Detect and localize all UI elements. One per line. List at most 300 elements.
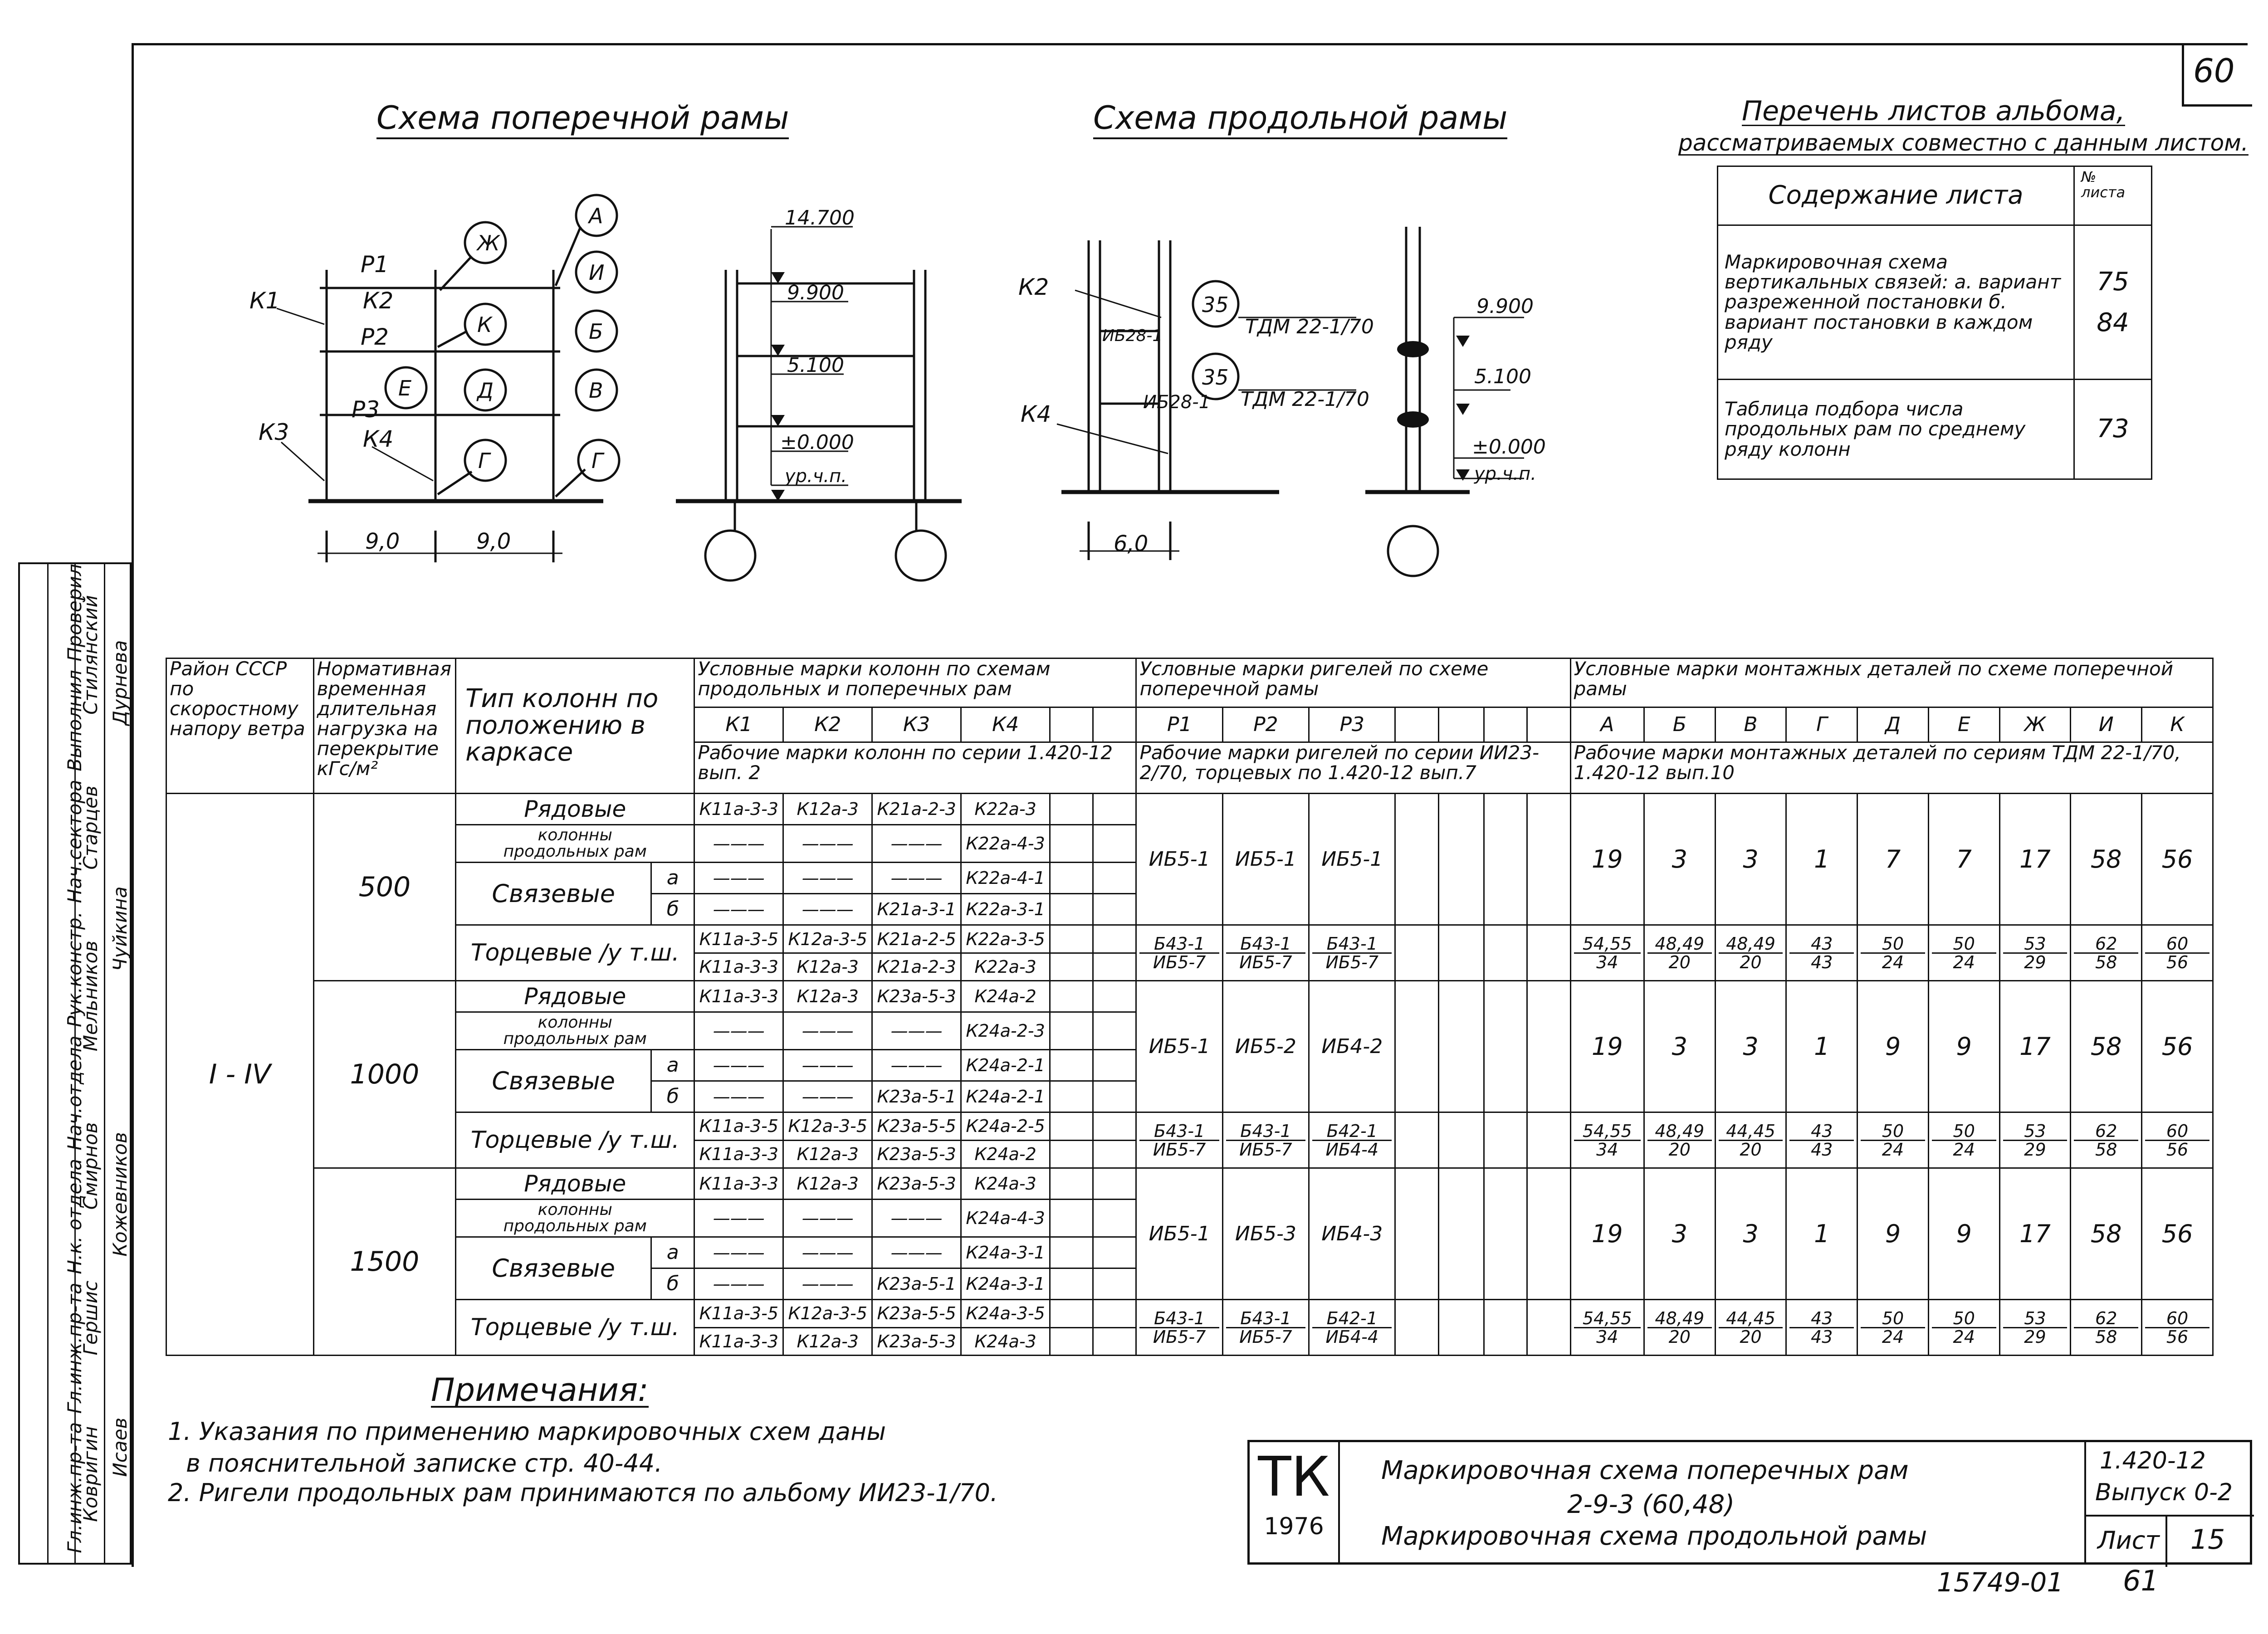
long-k2: К2: [1018, 274, 1049, 300]
table-row: [166, 793, 2213, 824]
table-cell: [1527, 793, 1570, 925]
region-cell: I - IV: [166, 793, 314, 1355]
column-mark: К23а-5-3: [872, 1327, 961, 1355]
detail-mark-header: Г: [1786, 707, 1857, 742]
column-mark: ———: [694, 863, 783, 894]
detail-fraction: [1932, 935, 1996, 971]
detail-mark-header: Е: [1928, 707, 1999, 742]
fraction-top: 48,49: [1719, 935, 1783, 954]
type-link: Связевые: [456, 1050, 651, 1112]
table-cell: [1527, 1168, 1570, 1300]
table-cell: [1527, 925, 1570, 980]
detail-mark: 56: [2142, 793, 2213, 925]
long-level-5100: 5.100: [1474, 365, 1531, 388]
fraction-top: 44,45: [1719, 1310, 1783, 1328]
detail-fraction: [1647, 1122, 1712, 1158]
detail-mark: 58: [2071, 793, 2142, 925]
detail-mark-header: И: [2071, 707, 2142, 742]
column-mark: К22а-3: [961, 793, 1050, 824]
table-row: [166, 1112, 2213, 1140]
table-cell: [1438, 1112, 1484, 1168]
fraction-top: 54,55: [1574, 1122, 1641, 1141]
fraction-bottom: 24: [1882, 1139, 1904, 1160]
type-b: б: [651, 1081, 694, 1112]
table-cell: [1050, 1268, 1093, 1300]
label-k2: К2: [363, 288, 394, 314]
table-cell: [1395, 707, 1438, 742]
column-mark-header: К2: [783, 707, 872, 742]
fraction-top: 48,49: [1647, 1310, 1712, 1328]
detail-fraction: [1861, 1122, 1925, 1158]
girder-mark: ИБ5-3: [1222, 1168, 1309, 1300]
girder-fraction: [1312, 1310, 1392, 1346]
detail-end: [2142, 1112, 2213, 1168]
table-cell: [1484, 925, 1527, 980]
table-cell: [1050, 980, 1093, 1012]
column-mark: К24а-3-1: [961, 1237, 1050, 1268]
detail-fraction: [1719, 1310, 1783, 1346]
detail-mark-header: Ж: [1999, 707, 2071, 742]
detail-mark: 56: [2142, 1168, 2213, 1300]
long-level-9900: 9.900: [1476, 295, 1534, 318]
fraction-bottom: 43: [1811, 952, 1833, 972]
type-row: Рядовые: [456, 793, 694, 824]
side-stamp: [18, 562, 132, 1565]
side-name: Исаев: [108, 1417, 131, 1477]
notes-title: Примечания:: [431, 1371, 649, 1409]
detail-mark: 3: [1644, 793, 1715, 925]
table-cell: [1395, 925, 1438, 980]
detail-fraction: [1932, 1310, 1996, 1346]
girder-mark-header: Р3: [1309, 707, 1395, 742]
side-stamp-names-2: [106, 560, 133, 1557]
detail-fraction: [2074, 1310, 2138, 1346]
column-mark-header: К3: [872, 707, 961, 742]
detail-fraction: [2145, 1122, 2209, 1158]
table-cell: [1093, 1199, 1136, 1237]
fraction-bottom: 34: [1596, 952, 1618, 972]
table-row: [166, 925, 2213, 953]
column-mark: К21а-2-5: [872, 925, 961, 953]
detail-end: [1715, 925, 1786, 980]
fraction-bottom: 29: [2024, 952, 2046, 972]
header-girders-work: Рабочие марки ригелей по серии ИИ23-2/70, торцевых по 1.420-12 вып.7: [1136, 742, 1570, 794]
detail-mark-header: В: [1715, 707, 1786, 742]
column-mark: К12а-3: [783, 1168, 872, 1199]
long-level-0000: ±0.000: [1472, 435, 1546, 458]
header-type: Тип колонн по положению в каркасе: [456, 658, 694, 794]
table-cell: [1484, 793, 1527, 925]
detail-mark: 17: [1999, 980, 2071, 1112]
type-col-1: колонны: [538, 1200, 612, 1219]
column-mark: К22а-3-1: [961, 894, 1050, 925]
column-mark: К23а-5-5: [872, 1300, 961, 1327]
table-cell: [1438, 980, 1484, 1112]
fraction-bottom: 24: [1882, 952, 1904, 972]
detail-fraction: [1789, 1122, 1854, 1158]
side-role: Н.к. отдела: [63, 1159, 86, 1274]
album-list-row-2-num: 73: [2074, 380, 2152, 479]
fraction-bottom: 20: [1668, 1139, 1691, 1160]
fraction-top: 43: [1789, 1310, 1854, 1328]
note-2: 2. Ригели продольных рам принимаются по альбому ИИ23-1/70.: [168, 1478, 998, 1507]
girder-fraction: [1312, 1122, 1392, 1158]
detail-mark-header: А: [1570, 707, 1644, 742]
bottom-page: 61: [2123, 1564, 2159, 1597]
detail-end: [2071, 1300, 2142, 1356]
table-cell: [1093, 863, 1136, 894]
table-cell: [1050, 1327, 1093, 1355]
detail-end: [1786, 1300, 1857, 1356]
header-load: Нормативная временная длительная нагрузка на перекрытие кГс/м²: [313, 658, 455, 794]
girder-end: [1309, 925, 1395, 980]
long-level-floor: ур.ч.п.: [1474, 463, 1536, 484]
stamp-line-2: 2-9-3 (60,48): [1567, 1490, 1735, 1519]
fraction-bottom: ИБ5-7: [1153, 1327, 1206, 1347]
fraction-top: Б43-1: [1139, 1310, 1219, 1328]
stamp-line-3: Маркировочная схема продольной рамы: [1381, 1522, 1927, 1551]
header-region: Район СССР по скоростному напору ветра: [166, 658, 314, 794]
detail-mark: 3: [1715, 980, 1786, 1112]
column-mark: К24а-2-1: [961, 1050, 1050, 1081]
type-col-2: продольных рам: [503, 842, 647, 861]
fraction-bottom: ИБ5-7: [1153, 1139, 1206, 1160]
fraction-top: 62: [2074, 1122, 2138, 1141]
girder-mark: ИБ4-2: [1309, 980, 1395, 1112]
detail-end: [2071, 925, 2142, 980]
column-mark: К12а-3-5: [783, 925, 872, 953]
page-number: 60: [2193, 52, 2235, 90]
girder-mark: ИБ5-2: [1222, 980, 1309, 1112]
fraction-top: 50: [1861, 1310, 1925, 1328]
type-link: Связевые: [456, 1237, 651, 1300]
fraction-top: 43: [1789, 935, 1854, 954]
detail-fraction: [1861, 1310, 1925, 1346]
axis-a: А: [589, 204, 603, 228]
type-col-2: продольных рам: [503, 1217, 647, 1236]
detail-mark: 1: [1786, 793, 1857, 925]
column-mark: К11а-3-5: [694, 925, 783, 953]
table-cell: [1050, 793, 1093, 824]
fraction-bottom: ИБ5-7: [1153, 952, 1206, 972]
girder-mark-header: Р1: [1136, 707, 1222, 742]
detail-end: [1644, 1300, 1715, 1356]
side-role: Выполнил: [63, 670, 86, 771]
column-mark: К12а-3: [783, 1327, 872, 1355]
girder-fraction: [1139, 935, 1219, 971]
side-name: Чуйкина: [108, 886, 131, 971]
column-mark: К24а-2-1: [961, 1081, 1050, 1112]
table-cell: [1093, 925, 1136, 953]
column-mark: К23а-5-3: [872, 1140, 961, 1168]
detail-end: [1999, 1300, 2071, 1356]
detail-mark: 9: [1928, 980, 1999, 1112]
column-mark: К22а-4-1: [961, 863, 1050, 894]
fraction-bottom: 34: [1596, 1139, 1618, 1160]
column-mark: ———: [694, 1199, 783, 1237]
detail-fraction: [1789, 935, 1854, 971]
fraction-bottom: 56: [2166, 1327, 2189, 1347]
column-mark: ———: [872, 824, 961, 862]
detail-mark: 19: [1570, 1168, 1644, 1300]
fraction-bottom: 34: [1596, 1327, 1618, 1347]
table-cell: [1050, 925, 1093, 953]
column-mark: К24а-2: [961, 1140, 1050, 1168]
album-list-row-2: Таблица подбора числа продольных рам по среднему ряду колонн: [1718, 380, 2074, 479]
long-b1: ИБ28-1: [1102, 327, 1163, 345]
girder-end: [1136, 1112, 1222, 1168]
girder-mark: ИБ4-3: [1309, 1168, 1395, 1300]
detail-end: [2142, 1300, 2213, 1356]
detail-mark: 7: [1857, 793, 1929, 925]
fraction-bottom: ИБ5-7: [1325, 952, 1378, 972]
fraction-bottom: 58: [2095, 1139, 2117, 1160]
stamp-line-1: Маркировочная схема поперечных рам: [1381, 1456, 1909, 1485]
detail-mark: 3: [1715, 1168, 1786, 1300]
fraction-top: 60: [2145, 935, 2209, 954]
table-cell: [1093, 1050, 1136, 1081]
side-name: Мельников: [79, 940, 102, 1052]
side-role: Нач.сектора: [63, 780, 86, 903]
column-mark: ———: [694, 894, 783, 925]
girder-mark: ИБ5-1: [1136, 1168, 1222, 1300]
detail-end: [1715, 1300, 1786, 1356]
column-mark: К24а-2: [961, 980, 1050, 1012]
fraction-bottom: 29: [2024, 1327, 2046, 1347]
fraction-bottom: 43: [1811, 1139, 1833, 1160]
type-col-1: колонны: [538, 826, 612, 845]
table-cell: [1438, 1300, 1484, 1356]
fraction-top: 53: [2003, 1122, 2068, 1141]
column-mark: К24а-4-3: [961, 1199, 1050, 1237]
fraction-top: Б43-1: [1139, 935, 1219, 954]
detail-end: [1570, 1112, 1644, 1168]
column-mark: ———: [872, 1237, 961, 1268]
table-cell: [1050, 1199, 1093, 1237]
column-mark: К23а-5-1: [872, 1268, 961, 1300]
type-row: Рядовые: [456, 1168, 694, 1199]
detail-mark: 58: [2071, 980, 2142, 1112]
detail-end: [1928, 1112, 1999, 1168]
axis-b: Б: [589, 319, 603, 344]
girder-fraction: [1226, 1310, 1305, 1346]
label-p1: Р1: [361, 251, 389, 278]
girder-fraction: [1226, 1122, 1305, 1158]
type-link: Связевые: [456, 863, 651, 925]
side-name: Кожевников: [108, 1132, 131, 1257]
detail-fraction: [1574, 1122, 1641, 1158]
detail-end: [2142, 925, 2213, 980]
level-5100: 5.100: [787, 354, 844, 377]
table-cell: [1050, 1112, 1093, 1140]
table-cell: [1093, 1112, 1136, 1140]
fraction-top: 50: [1932, 935, 1996, 954]
table-cell: [1484, 980, 1527, 1112]
table-cell: [1438, 925, 1484, 980]
detail-mark: 17: [1999, 793, 2071, 925]
axis-g: Г: [478, 449, 490, 473]
column-mark: К22а-3: [961, 953, 1050, 980]
fraction-top: 43: [1789, 1122, 1854, 1141]
header-columns: Условные марки колонн по схемам продольных и поперечных рам: [694, 658, 1136, 707]
column-mark: К11а-3-3: [694, 1168, 783, 1199]
column-mark: К12а-3: [783, 953, 872, 980]
label-p2: Р2: [361, 324, 389, 350]
title-block: [1247, 1440, 2252, 1565]
fraction-bottom: 43: [1811, 1327, 1833, 1347]
table-cell: [1093, 1168, 1136, 1199]
column-mark: К12а-3: [783, 980, 872, 1012]
girder-end: [1136, 925, 1222, 980]
fraction-top: 53: [2003, 935, 2068, 954]
girder-end: [1309, 1112, 1395, 1168]
fraction-top: Б43-1: [1312, 935, 1392, 954]
table-cell: [1050, 1168, 1093, 1199]
column-mark: ———: [783, 824, 872, 862]
fraction-top: 48,49: [1647, 935, 1712, 954]
column-mark: К23а-5-1: [872, 1081, 961, 1112]
album-list-header-no: № листа: [2074, 166, 2152, 225]
table-cell: [1395, 1112, 1438, 1168]
detail-fraction: [2145, 935, 2209, 971]
detail-end: [1644, 925, 1715, 980]
detail-mark: 3: [1644, 980, 1715, 1112]
column-mark: К11а-3-3: [694, 1327, 783, 1355]
side-role: Проверил: [63, 564, 86, 662]
fraction-bottom: ИБ5-7: [1239, 1139, 1292, 1160]
girder-end: [1222, 1112, 1309, 1168]
fraction-top: 60: [2145, 1122, 2209, 1141]
table-cell: [1093, 707, 1136, 742]
note-1a: 1. Указания по применению маркировочных схем даны: [168, 1417, 886, 1446]
detail-end: [2071, 1112, 2142, 1168]
note-1b: в пояснительной записке стр. 40-44.: [186, 1449, 663, 1478]
detail-fraction: [2074, 1122, 2138, 1158]
detail-mark: 3: [1715, 793, 1786, 925]
table-row: [166, 1300, 2213, 1327]
detail-mark: 1: [1786, 980, 1857, 1112]
detail-mark: 9: [1857, 1168, 1929, 1300]
fraction-bottom: 58: [2095, 1327, 2117, 1347]
table-cell: [1050, 863, 1093, 894]
side-name: Ковригин: [79, 1426, 102, 1522]
column-mark: ———: [694, 1050, 783, 1081]
org-logo: ТК: [1258, 1446, 1330, 1509]
column-mark: К12а-3-5: [783, 1112, 872, 1140]
detail-end: [1570, 1300, 1644, 1356]
column-mark: ———: [872, 1199, 961, 1237]
type-a: а: [651, 1237, 694, 1268]
type-end: Торцевые /у т.ш.: [456, 1300, 694, 1356]
label-p3: Р3: [352, 396, 380, 423]
column-mark: ———: [694, 1268, 783, 1300]
column-mark: ———: [783, 1012, 872, 1049]
fraction-bottom: 20: [1740, 1139, 1762, 1160]
side-stamp-names: [77, 560, 104, 1557]
table-cell: [1527, 980, 1570, 1112]
detail-mark: 19: [1570, 793, 1644, 925]
detail-fraction: [1719, 935, 1783, 971]
column-mark: К24а-3: [961, 1327, 1050, 1355]
detail-fraction: [2003, 1122, 2068, 1158]
side-name: Смирнов: [79, 1122, 102, 1210]
detail-mark: 9: [1928, 1168, 1999, 1300]
long-c1: 35: [1202, 293, 1229, 317]
column-mark: К12а-3-5: [783, 1300, 872, 1327]
column-mark: К22а-3-5: [961, 925, 1050, 953]
fraction-top: Б43-1: [1226, 1310, 1305, 1328]
table-cell: [1050, 894, 1093, 925]
table-cell: [1050, 953, 1093, 980]
level-0000: ±0.000: [780, 431, 854, 454]
fraction-bottom: 20: [1668, 952, 1691, 972]
fraction-top: 62: [2074, 1310, 2138, 1328]
album-list-row-1: Маркировочная схема вертикальных связей: а. вариант разреженной постановки б. вариант постановки в каждом ряду: [1718, 225, 2074, 380]
fraction-bottom: 20: [1740, 1327, 1762, 1347]
detail-mark: 56: [2142, 980, 2213, 1112]
axis-e: Е: [398, 376, 412, 400]
dim-2: 9,0: [476, 529, 511, 554]
detail-end: [1786, 925, 1857, 980]
fraction-top: 54,55: [1574, 1310, 1641, 1328]
fraction-bottom: ИБ4-4: [1325, 1327, 1378, 1347]
table-cell: [1093, 953, 1136, 980]
side-role: Гл.инж.пр-та: [63, 1283, 86, 1414]
table-cell: [1050, 824, 1093, 862]
column-mark: ———: [694, 1012, 783, 1049]
fraction-top: 48,49: [1647, 1122, 1712, 1141]
side-name: Старцев: [79, 785, 102, 870]
table-cell: [1093, 1300, 1136, 1327]
type-longitudinal: [456, 1012, 694, 1049]
album-list-header-content: Содержание листа: [1718, 166, 2074, 225]
stamp-sheet-label: Лист: [2097, 1526, 2160, 1555]
girder-end: [1222, 1300, 1309, 1356]
detail-end: [1999, 1112, 2071, 1168]
column-mark: К24а-3-1: [961, 1268, 1050, 1300]
fraction-top: Б43-1: [1226, 1122, 1305, 1141]
detail-end: [1999, 925, 2071, 980]
table-cell: [1527, 1300, 1570, 1356]
detail-mark: 19: [1570, 980, 1644, 1112]
girder-fraction: [1226, 935, 1305, 971]
header-details-work: Рабочие марки монтажных деталей по сериям ТДМ 22-1/70, 1.420-12 вып.10: [1570, 742, 2213, 794]
level-14700: 14.700: [785, 206, 855, 229]
table-cell: [1050, 1300, 1093, 1327]
stamp-series: 1.420-12: [2100, 1447, 2206, 1474]
org-box: [1250, 1442, 1340, 1562]
fraction-top: 62: [2074, 935, 2138, 954]
table-cell: [1093, 1327, 1136, 1355]
table-cell: [1050, 1081, 1093, 1112]
column-mark: К12а-3: [783, 1140, 872, 1168]
fraction-bottom: 20: [1668, 1327, 1691, 1347]
girder-end: [1222, 925, 1309, 980]
fraction-bottom: 24: [1953, 952, 1975, 972]
column-mark: К24а-2-5: [961, 1112, 1050, 1140]
detail-end: [1928, 1300, 1999, 1356]
fraction-top: 50: [1932, 1122, 1996, 1141]
detail-end: [1715, 1112, 1786, 1168]
fraction-top: Б42-1: [1312, 1122, 1392, 1141]
table-cell: [1438, 707, 1484, 742]
type-a: а: [651, 1050, 694, 1081]
column-mark: К24а-3: [961, 1168, 1050, 1199]
type-end: Торцевые /у т.ш.: [456, 1112, 694, 1168]
longitudinal-title: Схема продольной рамы: [1093, 102, 1507, 139]
fraction-bottom: 24: [1882, 1327, 1904, 1347]
detail-fraction: [1789, 1310, 1854, 1346]
